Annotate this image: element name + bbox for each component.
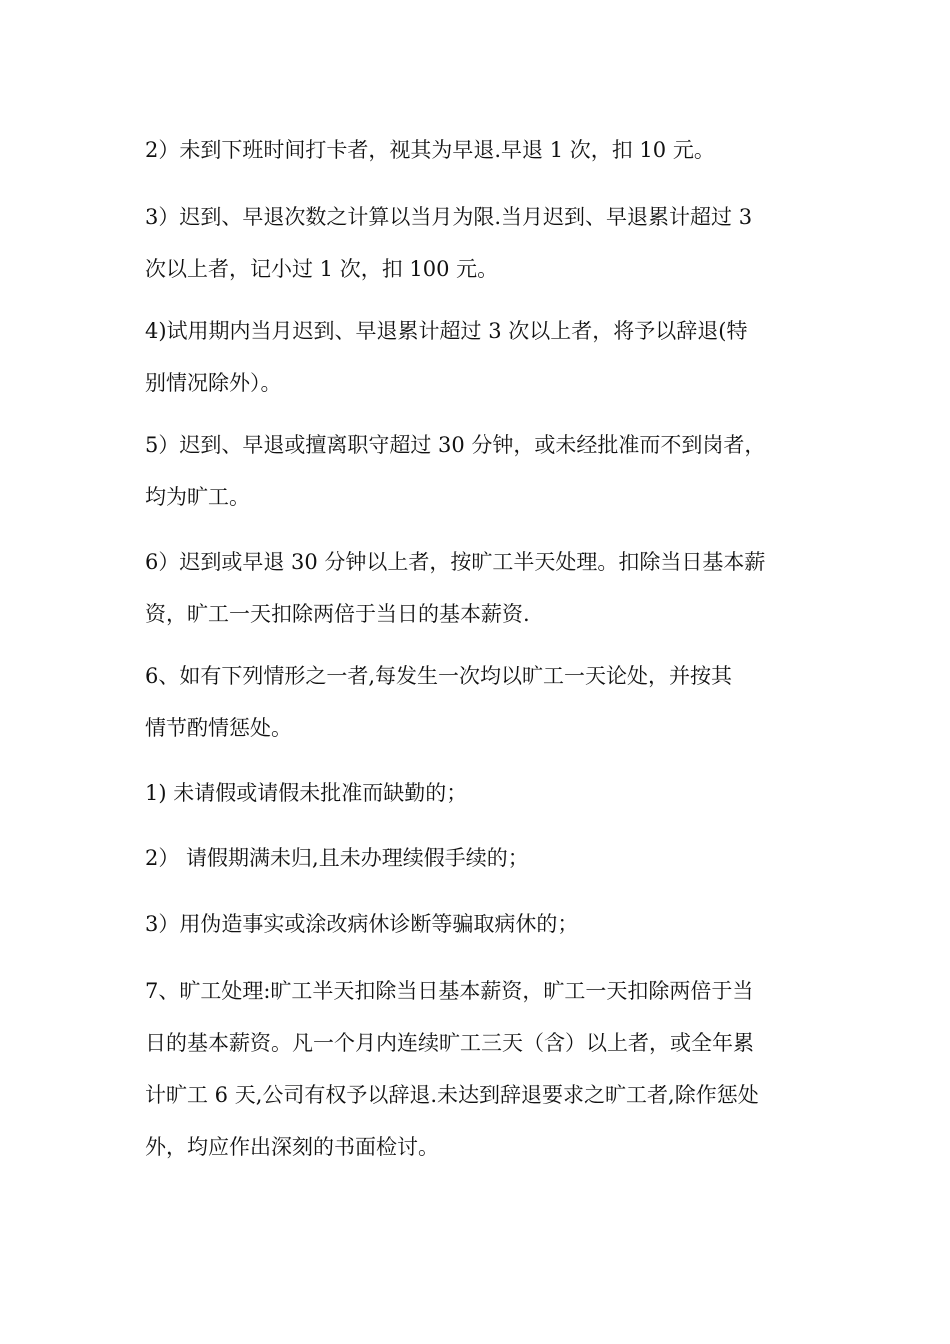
text-line: 5）迟到、早退或擅离职守超过 30 分钟，或未经批准而不到岗者， [145, 433, 766, 457]
text-line: 情节酌情惩处。 [145, 716, 292, 740]
paragraph-item-6-half-day [145, 536, 815, 640]
text-line: 日的基本薪资。凡一个月内连续旷工三天（含）以上者，或全年累 [145, 1031, 754, 1055]
paragraph-sub-item-1 [145, 767, 815, 819]
paragraph-section-6 [145, 650, 815, 754]
text-line: 4)试用期内当月迟到、早退累计超过 3 次以上者，将予以辞退(特 [145, 319, 748, 343]
text-line: 6、如有下列情形之一者,每发生一次均以旷工一天论处，并按其 [145, 664, 733, 688]
paragraph-section-7 [145, 965, 815, 1173]
text-line: 2） 请假期满未归,且未办理续假手续的； [145, 846, 529, 870]
text-line: 3）迟到、早退次数之计算以当月为限.当月迟到、早退累计超过 3 [145, 205, 753, 229]
paragraph-sub-item-3 [145, 898, 815, 950]
text-line: 外，均应作出深刻的书面检讨。 [145, 1135, 439, 1159]
text-line: 别情况除外）。 [145, 371, 282, 395]
paragraph-item-2-early-leave [145, 124, 815, 176]
text-line: 资，旷工一天扣除两倍于当日的基本薪资. [145, 602, 530, 626]
text-line: 6）迟到或早退 30 分钟以上者，按旷工半天处理。扣除当日基本薪 [145, 550, 766, 574]
paragraph-item-4-probation [145, 305, 815, 409]
text-line: 7、旷工处理:旷工半天扣除当日基本薪资，旷工一天扣除两倍于当 [145, 979, 754, 1003]
paragraph-item-5-absence-definition [145, 419, 815, 523]
text-line: 计旷工 6 天,公司有权予以辞退.未达到辞退要求之旷工者,除作惩处 [145, 1083, 759, 1107]
text-line: 2）未到下班时间打卡者，视其为早退.早退 1 次，扣 10 元。 [145, 138, 715, 162]
text-line: 次以上者，记小过 1 次，扣 100 元。 [145, 257, 499, 281]
text-line: 1) 未请假或请假未批准而缺勤的； [145, 781, 468, 805]
text-line: 3）用伪造事实或涂改病休诊断等骗取病休的； [145, 912, 579, 936]
paragraph-item-3-count-limit [145, 191, 815, 295]
paragraph-sub-item-2 [145, 832, 815, 884]
text-line: 均为旷工。 [145, 485, 250, 509]
